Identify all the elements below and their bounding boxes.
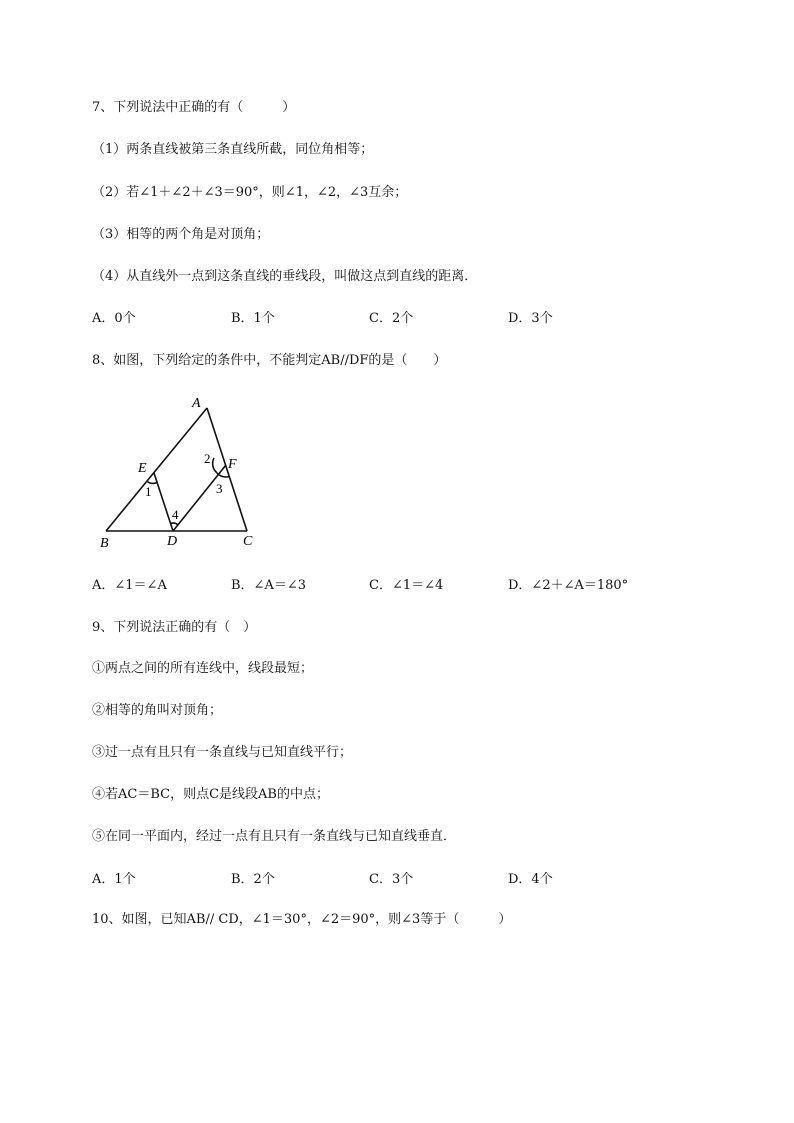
q8-option-c[interactable]: C．∠1＝∠4: [369, 578, 444, 593]
q8-option-b[interactable]: B．∠A＝∠3: [231, 578, 306, 593]
q9-item-3: ③过一点有且只有一条直线与已知直线平行；: [92, 745, 353, 760]
angle-2-arc: [213, 458, 217, 473]
q8-option-a[interactable]: A．∠1＝∠A: [92, 578, 167, 593]
vertex-a-label: A: [192, 396, 201, 411]
q7-item-4: （4）从直线外一点到这条直线的垂线段，叫做这点到直线的距离．: [92, 269, 478, 284]
vertex-b-label: B: [100, 536, 109, 551]
q9-option-a[interactable]: A．1个: [92, 872, 136, 887]
q7-option-c[interactable]: C．2个: [369, 311, 414, 326]
vertex-c-label: C: [243, 534, 253, 549]
q8-stem: 8、如图，下列给定的条件中，不能判定AB//DF的是（ ）: [92, 353, 447, 368]
q7-item-1: （1）两条直线被第三条直线所截，同位角相等；: [92, 142, 374, 157]
q9-options: [92, 872, 712, 888]
vertex-d-label: D: [167, 534, 178, 549]
q7-options: [92, 311, 712, 327]
angle-2-label: 2: [204, 451, 211, 466]
q8-triangle-figure: [90, 388, 270, 556]
q9-item-5: ⑤在同一平面内，经过一点有且只有一条直线与已知直线垂直．: [92, 829, 457, 844]
angle-3-label: 3: [216, 481, 223, 496]
q9-option-c[interactable]: C．3个: [369, 872, 414, 887]
q9-option-d[interactable]: D．4个: [508, 872, 553, 887]
q8-option-d[interactable]: D．∠2＋∠A＝180°: [508, 578, 629, 593]
q9-option-b[interactable]: B．2个: [231, 872, 275, 887]
q9-item-4: ④若AC＝BC，则点C是线段AB的中点；: [92, 787, 329, 802]
q7-item-3: （3）相等的两个角是对顶角；: [92, 227, 270, 242]
q9-item-1: ①两点之间的所有连线中，线段最短；: [92, 661, 314, 676]
q9-stem: 9、下列说法正确的有（ ）: [92, 620, 257, 635]
q9-item-2: ②相等的角叫对顶角；: [92, 703, 223, 718]
q7-option-d[interactable]: D．3个: [508, 311, 553, 326]
q10-stem: 10、如图，已知AB// CD，∠1＝30°，∠2＝90°，则∠3等于（ ）: [92, 912, 512, 927]
segment-ac: [207, 408, 247, 531]
q7-option-b[interactable]: B．1个: [231, 311, 275, 326]
q8-options: [92, 578, 712, 594]
q7-option-a[interactable]: A．0个: [92, 311, 136, 326]
q7-item-2: （2）若∠1＋∠2＋∠3＝90°，则∠1，∠2，∠3互余；: [92, 185, 408, 200]
vertex-e-label: E: [138, 461, 147, 476]
q7-stem: 7、下列说法中正确的有（ ）: [92, 100, 296, 115]
angle-4-label: 4: [172, 507, 179, 522]
angle-1-label: 1: [145, 484, 152, 499]
segment-ab: [106, 408, 207, 531]
vertex-f-label: F: [228, 457, 237, 472]
segment-ed: [154, 473, 173, 531]
